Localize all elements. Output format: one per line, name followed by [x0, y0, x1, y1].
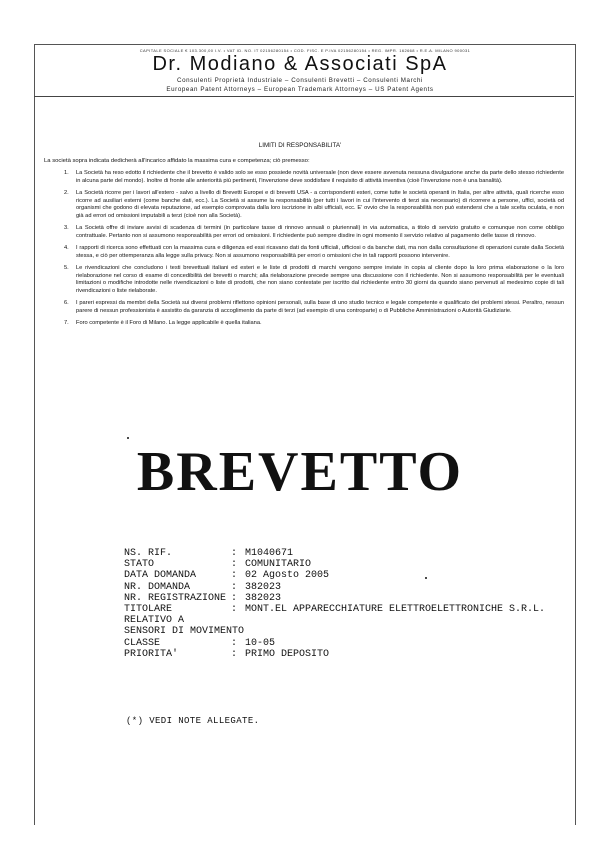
record-row	[124, 626, 545, 637]
record-value: 02 Agosto 2005	[245, 570, 330, 582]
record-label: TITOLARE	[124, 604, 173, 616]
record-separator: :	[231, 604, 238, 616]
clause-item	[44, 245, 564, 260]
clause-text: Le rivendicazioni che concludono i testi brevettuali italiani ed esteri e le liste di prodotti di marchi vengono sempre inviate in copia al cliente dopo la loro prima elaborazione o la loro rielaborazione nel corso di esame di concedibilità dei brevetti o marchi; alla rielaborazione precede sempre una discussione con il richiedente. Non si assumono responsabilità per le eventuali limitazioni o modifiche introdotte nelle rivendicazioni o liste di prodotti, che non siano contestate per iscritto dal richiedente entro 30 giorni da quando siano pervenuti al medesimo copie di tali rivendicazioni o liste rielaborate.	[76, 265, 564, 294]
record-label: STATO	[124, 559, 155, 571]
record-value: COMUNITARIO	[245, 559, 312, 571]
record-label: SENSORI DI MOVIMENTO	[124, 626, 245, 638]
record-row	[124, 615, 545, 626]
attached-notes-remark: (*) VEDI NOTE ALLEGATE.	[126, 716, 260, 726]
record-label: DATA DOMANDA	[124, 570, 197, 582]
clause-number: 1.	[64, 170, 69, 176]
clause-item	[44, 190, 564, 220]
firm-european-line: European Patent Attorneys – European Trademark Attorneys – US Patent Agents	[166, 86, 434, 93]
company-registration-line: CAPITALE SOCIALE € 103.300,00 I.V. • VAT ID. NO. IT 02156280154 • COD. FISC. E P.IVA 02156280154 • REG. IMPR. 162668 • R.E.A. MILANO 900031	[139, 48, 471, 53]
record-separator: :	[231, 548, 238, 559]
clause-text: La Società ha reso edotto il richiedente che il brevetto è valido solo se esso possiede novità universale (non deve essere avvenuta nessuna divulgazione anche da parte dello stesso richiedente in alcuna parte del mondo). Inoltre di fronte alle anteriorità più pertinenti, l'invenzione deve soddisfare il requisito di attività inventiva (cioè l'invenzione non è una banalità).	[76, 170, 564, 184]
record-separator: :	[231, 570, 238, 582]
clause-text: I pareri espressi da membri della Società sui diversi problemi riflettono opinioni personali, sulla base di uno studio tecnico e legale competente e qualificato dei problemi stessi. Peraltro, nessun parere di nessun professionista è assistito da garanzia di accoglimento da parte di terzi (ad esempio di una controparte) o di Pubbliche Amministrazioni o Autorità Giudiziarie.	[76, 300, 564, 314]
record-separator: :	[231, 648, 238, 660]
record-value: MONT.EL APPARECCHIATURE ELETTROELETTRONICHE S.R.L.	[245, 604, 546, 616]
record-label: PRIORITA'	[124, 648, 179, 660]
header-rule	[34, 96, 574, 97]
record-separator: :	[231, 637, 238, 649]
record-row	[124, 548, 545, 559]
record-separator: :	[231, 581, 238, 593]
firm-name: Dr. Modiano & Associati SpA	[152, 53, 448, 75]
clause-number: 5.	[64, 265, 69, 271]
record-row	[124, 604, 545, 615]
record-label: CLASSE	[124, 637, 161, 649]
clause-text: La Società ricorre per i lavori all'estero - salvo a livello di Brevetti Europei e di brevetti USA - a corrispondenti esteri, come tutte le società operanti in Italia, per altre attività, quali ricerche esso ricorre ad ausiliari esterni (come banche dati, ecc.). La Società si assume la responsabilità (per tutti i lavori in cui l'intervento di terzi sia necessario) di ricorrere a persone, uffici, società od organismi che godono di elevata reputazione, ad esempio comprovata dalla loro iscrizione in albi ufficiali, ecc. E' ovvio che la responsabilità non può estendersi che a tale scelta oculata, e non già ad errori od omissioni imputabili a terzi (cioè non alla Società).	[76, 190, 564, 219]
clause-text: I rapporti di ricerca sono effettuati con la massima cura e diligenza ed essi ricavano dati da fonti ufficiali, ufficiosi o da banche dati, ma non dalla consultazione di operazioni curate dalla Società stessa, e ciò per ottemperanza alla legge sulla privacy. Non si assumono responsabilità per errori o omissioni che in tali rapporti possono intervenire.	[76, 245, 564, 259]
record-value: PRIMO DEPOSITO	[245, 648, 330, 660]
record-row	[124, 638, 545, 649]
limits-intro: La società sopra indicata dedicherà all'incarico affidato la massima cura e competenza; ciò premesso:	[44, 158, 310, 164]
clause-number: 2.	[64, 190, 69, 196]
record-value: 382023	[245, 592, 282, 604]
clause-number: 6.	[64, 300, 69, 306]
firm-services-line: Consulenti Proprietà Industriale – Consulenti Brevetti – Consulenti Marchi	[177, 77, 423, 84]
clause-list	[44, 170, 564, 333]
scan-speck	[127, 437, 129, 439]
clause-number: 4.	[64, 245, 69, 251]
record-label: RELATIVO A	[124, 615, 185, 627]
record-separator: :	[231, 592, 238, 604]
record-label: NR. REGISTRAZIONE	[124, 592, 227, 604]
clause-text: Foro competente è il Foro di Milano. La legge applicabile è quella italiana.	[76, 320, 262, 326]
clause-item	[44, 300, 564, 315]
clause-item	[44, 320, 564, 328]
record-row	[124, 649, 545, 660]
clause-item	[44, 265, 564, 295]
clause-number: 3.	[64, 225, 69, 231]
clause-item	[44, 225, 564, 240]
record-value: 382023	[245, 581, 282, 593]
clause-text: La Società offre di inviare avvisi di scadenza di termini (in particolare tasse di rinnovo annuali o pluriennali) in via automatica, a titolo di servizio gratuito e comunque non come obbligo contrattuale. Pertanto non si assumono responsabilità per errori od omissioni. Il richiedente può sempre disdire in ogni momento il servizio relativo al pagamento delle tasse di rinnovo.	[76, 225, 564, 239]
patent-record	[124, 548, 545, 660]
record-label: NR. DOMANDA	[124, 581, 191, 593]
record-label: NS. RIF.	[124, 548, 173, 559]
limits-title: LIMITI DI RESPONSABILITA'	[258, 142, 342, 149]
record-value: M1040671	[245, 548, 294, 559]
record-separator: :	[231, 559, 238, 571]
clause-item	[44, 170, 564, 185]
clause-number: 7.	[64, 320, 69, 326]
record-value: 10-05	[245, 637, 276, 649]
record-row	[124, 570, 545, 581]
record-row	[124, 559, 545, 570]
record-row	[124, 593, 545, 604]
document-type-stamp: BREVETTO	[136, 441, 464, 503]
record-row	[124, 582, 545, 593]
